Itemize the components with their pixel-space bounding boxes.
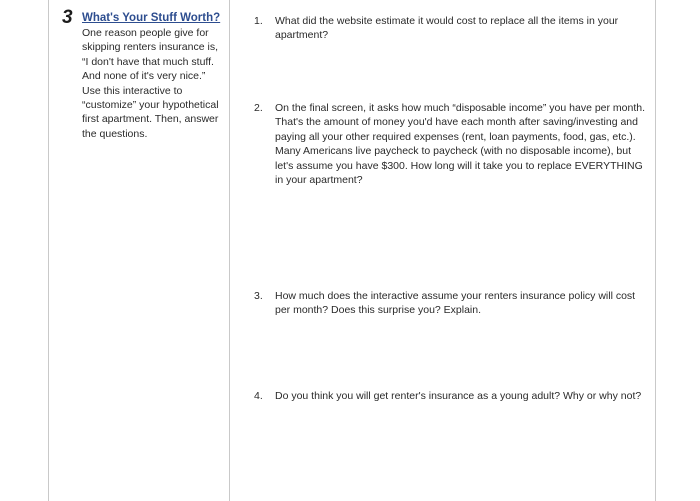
question-text: What did the website estimate it would cost to replace all the items in your apartment?	[275, 15, 619, 42]
question-text: On the final screen, it asks how much “disposable income” you have per month. That's the amount of money you'd have each month after saving/investing and paying all your other required expenses (rent, loan payments, food, gas, etc.). Many Americans live paycheck to paycheck (with no disposable income), but let's assume you have $300. How long will it take you to replace EVERYTHING in your apartment?	[275, 102, 646, 187]
question-text: How much does the interactive assume your renters insurance policy will cost per month? Does this surprise you? Explain.	[275, 290, 636, 317]
question-1	[254, 14, 650, 43]
question-2	[254, 101, 650, 187]
question-number: 2.	[254, 102, 263, 114]
question-4	[254, 389, 650, 403]
section-intro-text: One reason people give for skipping renters insurance is, “I don't have that much stuff. And none of it's very nice.” Use this interactive to “customize” your hypothetical first apartment. Then, answer the questions.	[82, 27, 219, 140]
question-number: 4.	[254, 390, 263, 402]
section-intro-column	[82, 8, 222, 141]
section-title-link[interactable]: What's Your Stuff Worth?	[82, 12, 221, 24]
question-3	[254, 289, 650, 318]
section-number: 3	[62, 7, 73, 28]
column-divider	[229, 0, 230, 501]
question-number: 1.	[254, 15, 263, 27]
question-number: 3.	[254, 290, 263, 302]
question-text: Do you think you will get renter's insurance as a young adult? Why or why not?	[275, 390, 642, 402]
